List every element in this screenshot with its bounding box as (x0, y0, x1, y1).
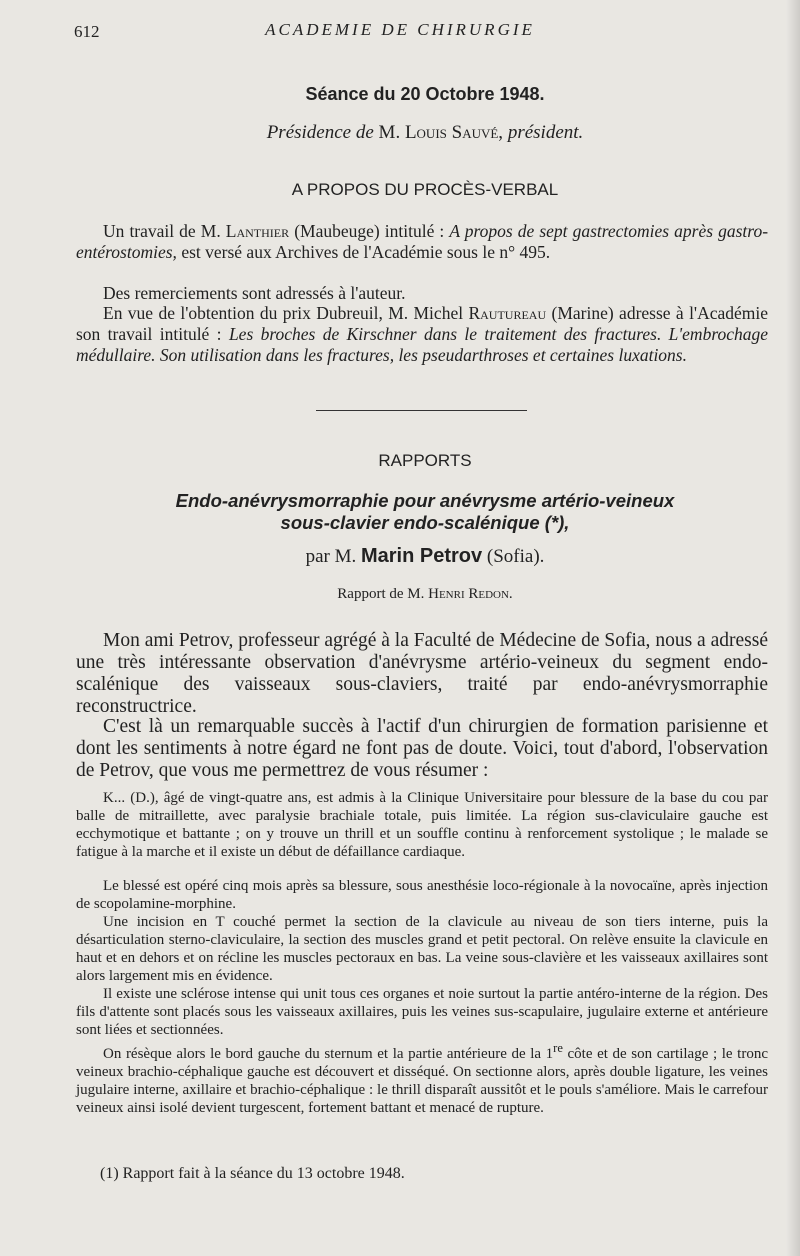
ordinal: 1 (545, 1046, 554, 1062)
section-heading-proces-verbal: A PROPOS DU PROCÈS-VERBAL (291, 180, 559, 199)
ordinal-suffix: re (553, 1041, 563, 1055)
president-name: M. Louis Sauvé, (378, 122, 504, 143)
author-name-rautureau: Rautureau (468, 303, 547, 323)
text-run: (Maubeuge) intitulé : (294, 221, 445, 241)
session-title: Séance du 20 Octobre 1948. (305, 84, 545, 104)
proces-verbal-paragraph (76, 221, 768, 263)
presidency-line (0, 122, 800, 144)
running-header: ACADEMIE DE CHIRURGIE (265, 20, 535, 39)
author-name: Marin Petrov (360, 545, 483, 567)
presidency-role: président. (507, 122, 584, 143)
text-run: (Marine) adresse à l'Académie son travail intitulé : (76, 303, 769, 344)
main-paragraph: Mon ami Petrov, professeur agrégé à la Faculté de Médecine de Sofia, nous a adressé une très intéressante observation d'anévrysme artério-veineux du segment endo-scalénique des vaisseaux sous-claviers, traité par endo-anévrysmorraphie reconstructrice. (76, 630, 768, 717)
section-divider (316, 410, 527, 411)
thanks-paragraph: Des remerciements sont adressés à l'auteur. (103, 283, 406, 303)
text-run: Un travail de M. (103, 221, 221, 241)
article-title (0, 490, 800, 534)
author-prefix: par M. (305, 546, 357, 567)
author-line (0, 545, 800, 568)
rapporteur-name: Henri Redon. (428, 586, 513, 602)
section-heading-rapports: RAPPORTS (378, 451, 472, 470)
rapporteur-line (0, 586, 800, 603)
author-name-lanthier: Lanthier (225, 221, 290, 241)
text-run: En vue de l'obtention du prix Dubreuil, M. Michel (103, 303, 464, 323)
article-title-line2: sous-clavier endo-scalénique (*), (280, 512, 570, 533)
footnote: (1) Rapport fait à la séance du 13 octobre 1948. (100, 1165, 405, 1182)
work-title: A propos de sept gastrectomies après gastro-entérostomies, (76, 221, 769, 262)
main-paragraph: C'est là un remarquable succès à l'actif d'un chirurgien de formation parisienne et dont les sentiments à notre égard ne font pas de doute. Voici, tout d'abord, l'observation de Petrov, que vous me permettrez de vous résumer : (76, 716, 768, 781)
presidency-prefix: Présidence de (266, 122, 374, 143)
text-run: est versé aux Archives de l'Académie sous le n° 495. (181, 242, 551, 262)
observation-paragraph: Le blessé est opéré cinq mois après sa blessure, sous anesthésie loco-régionale à la novocaïne, après injection de scopolamine-morphine. (76, 878, 768, 912)
prize-paragraph (76, 303, 768, 366)
page-number: 612 (74, 22, 100, 41)
observation-paragraph: K... (D.), âgé de vingt-quatre ans, est admis à la Clinique Universitaire pour blessure de la base du cou par balle de mitraillette, avec paralysie brachiale totale, puis limitée. La région sus-claviculaire gauche est ecchymotique et battante ; on y trouve un thrill et un souffle continu à renforcement systolique ; le malade se fatigue à la marche et il existe un début de défaillance cardiaque. (76, 790, 768, 860)
author-city: (Sofia). (486, 546, 545, 567)
observation-paragraph: Une incision en T couché permet la section de la clavicule au niveau de son tiers interne, puis la désarticulation sterno-claviculaire, la section des muscles grand et petit pectoral. On relève ensuite la clavicule en haut et en dehors et on récline les muscles pectoraux en bas. La veine sous-clavière et les vaisseaux axillaires sont alors largement mis en évidence. (76, 914, 768, 984)
rapporteur-prefix: Rapport de M. (337, 586, 425, 602)
work-title: Les broches de Kirschner dans le traitement des fractures. L'embrochage médullaire. Son utilisation dans les fractures, les pseudarthroses et certaines luxations. (76, 324, 769, 365)
observation-paragraph: Il existe une sclérose intense qui unit tous ces organes et noie surtout la partie antéro-interne de la région. Des fils d'attente sont placés sous les vaisseaux axillaires, puis les veines sus-scapulaire, jugulaire externe et antérieure sont liées et sectionnées. (76, 986, 768, 1038)
text-run: côte et de son cartilage ; le tronc veineux brachio-céphalique gauche est découvert et disséqué. On sectionne alors, après double ligature, les veines jugulaire interne, axillaire et brachio-céphalique : le thrill disparaît aussitôt et le pouls s'améliore. Mais le carrefour veineux ainsi isolé devient turgescent, fortement battant et menacé de rupture. (76, 1046, 769, 1116)
observation-paragraph (76, 1039, 768, 1117)
text-run: On résèque alors le bord gauche du sternum et la partie antérieure de la (103, 1046, 542, 1062)
article-title-line1: Endo-anévrysmorraphie pour anévrysme artério-veineux (175, 490, 675, 511)
